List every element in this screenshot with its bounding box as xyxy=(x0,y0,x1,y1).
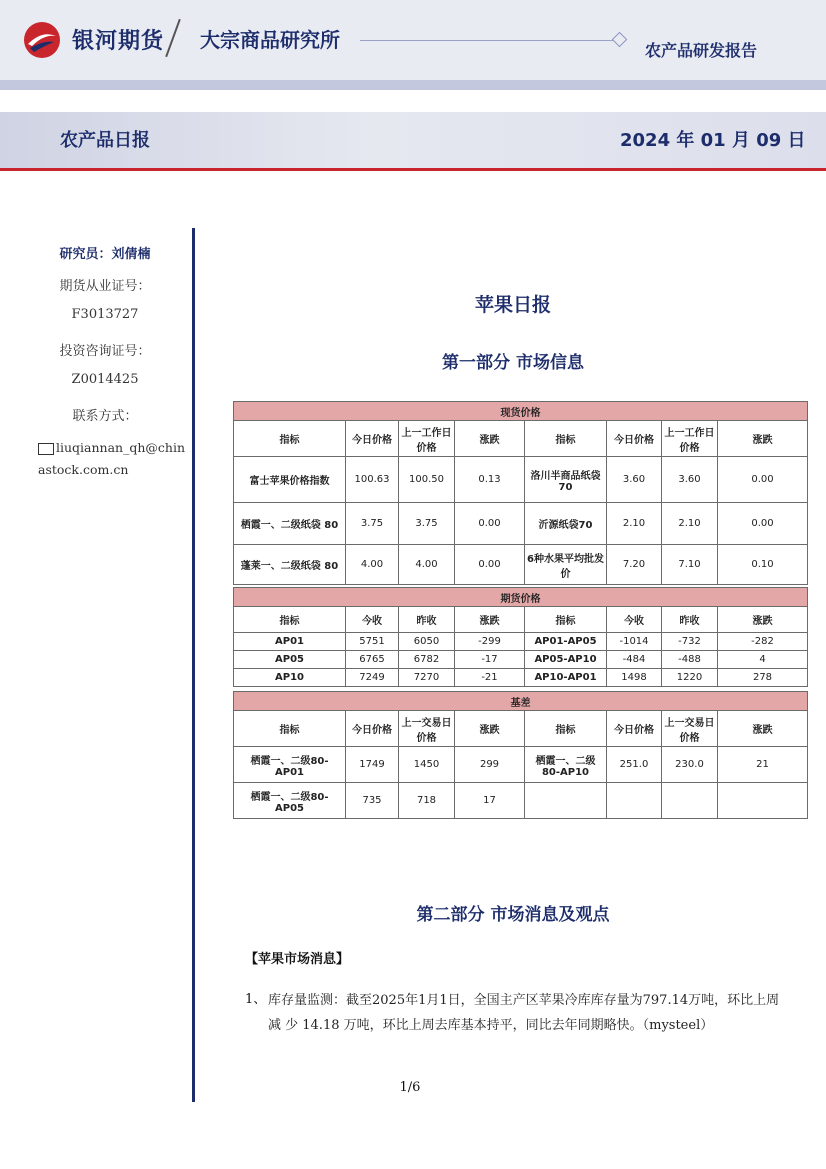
table-header: 指标 xyxy=(525,421,607,457)
table-cell: 4.00 xyxy=(346,545,399,585)
header-line xyxy=(360,40,622,41)
table-cell: 4 xyxy=(718,651,808,669)
table-cell: AP10 xyxy=(234,669,346,687)
table-header: 指标 xyxy=(234,711,346,747)
table-cell: 1749 xyxy=(346,747,399,783)
basis-table xyxy=(233,691,808,819)
table-cell: AP05 xyxy=(234,651,346,669)
table-cell: 7270 xyxy=(399,669,455,687)
table-cell: 3.75 xyxy=(399,503,455,545)
part1-heading: 第一部分 市场信息 xyxy=(442,353,584,373)
table-cell: 21 xyxy=(718,747,808,783)
table-cell: 100.50 xyxy=(399,457,455,503)
table-cell: 富士苹果价格指数 xyxy=(234,457,346,503)
table-cell: 230.0 xyxy=(662,747,718,783)
table-cell: 洛川半商品纸袋70 xyxy=(525,457,607,503)
table-header: 上一工作日价格 xyxy=(399,421,455,457)
contact-label: 联系方式： xyxy=(72,409,138,424)
table-header: 上一交易日价格 xyxy=(662,711,718,747)
news-section-tag: 【苹果市场消息】 xyxy=(245,952,350,967)
table-header: 涨跌 xyxy=(718,607,808,633)
table-cell: 7.10 xyxy=(662,545,718,585)
table-cell: AP01 xyxy=(234,633,346,651)
part2-heading: 第二部分 市场消息及观点 xyxy=(416,905,610,925)
table-cell: 6050 xyxy=(399,633,455,651)
basis-section-title: 基差 xyxy=(234,692,808,711)
table-cell: 1450 xyxy=(399,747,455,783)
table-cell: 6765 xyxy=(346,651,399,669)
table-header: 今日价格 xyxy=(607,421,662,457)
brand-name: 银河期货 xyxy=(72,29,165,54)
table-cell: 299 xyxy=(455,747,525,783)
table-header: 今收 xyxy=(607,607,662,633)
table-cell: 蓬莱一、二级纸袋 80 xyxy=(234,545,346,585)
table-cell: AP05-AP10 xyxy=(525,651,607,669)
table-header: 今日价格 xyxy=(346,421,399,457)
table-cell: -732 xyxy=(662,633,718,651)
table-header: 上一工作日价格 xyxy=(662,421,718,457)
table-cell: 0.00 xyxy=(718,457,808,503)
table-row xyxy=(234,633,808,651)
table-cell: 3.75 xyxy=(346,503,399,545)
table-cell: 100.63 xyxy=(346,457,399,503)
table-cell: 7.20 xyxy=(607,545,662,585)
header-stripe xyxy=(0,80,826,90)
page-number: 1/6 xyxy=(399,1080,421,1095)
table-row xyxy=(234,545,808,585)
table-cell xyxy=(662,783,718,819)
table-cell: -21 xyxy=(455,669,525,687)
table-cell: 沂源纸袋70 xyxy=(525,503,607,545)
table-cell: 0.00 xyxy=(455,545,525,585)
daily-title: 农产品日报 xyxy=(60,130,150,151)
sidebar-divider xyxy=(192,228,195,1102)
futures-price-table xyxy=(233,587,808,687)
table-cell: 0.10 xyxy=(718,545,808,585)
table-cell: 3.60 xyxy=(607,457,662,503)
table-cell: 栖霞一、二级80-AP05 xyxy=(234,783,346,819)
futures-section-title: 期货价格 xyxy=(234,588,808,607)
table-header: 今日价格 xyxy=(607,711,662,747)
table-cell: -484 xyxy=(607,651,662,669)
table-cell: 3.60 xyxy=(662,457,718,503)
table-cell: -1014 xyxy=(607,633,662,651)
table-cell: 735 xyxy=(346,783,399,819)
table-header: 涨跌 xyxy=(455,421,525,457)
table-row xyxy=(234,457,808,503)
table-header: 今日价格 xyxy=(346,711,399,747)
table-cell xyxy=(607,783,662,819)
table-row xyxy=(234,503,808,545)
table-cell: 6782 xyxy=(399,651,455,669)
table-cell: 5751 xyxy=(346,633,399,651)
report-title: 苹果日报 xyxy=(474,294,551,316)
table-cell: 0.00 xyxy=(455,503,525,545)
table-cell: AP01-AP05 xyxy=(525,633,607,651)
table-cell: -17 xyxy=(455,651,525,669)
table-cell: 718 xyxy=(399,783,455,819)
table-header: 昨收 xyxy=(662,607,718,633)
email-icon xyxy=(38,443,54,455)
table-cell: -488 xyxy=(662,651,718,669)
table-cell: AP10-AP01 xyxy=(525,669,607,687)
table-cell: 2.10 xyxy=(607,503,662,545)
table-header: 指标 xyxy=(525,711,607,747)
table-header: 涨跌 xyxy=(718,421,808,457)
researcher-name: 研究员：刘倩楠 xyxy=(59,247,151,262)
contact-email[interactable] xyxy=(38,437,188,481)
table-cell: 0.13 xyxy=(455,457,525,503)
table-header: 指标 xyxy=(234,421,346,457)
table-row xyxy=(234,747,808,783)
table-cell: 4.00 xyxy=(399,545,455,585)
table-cell: -299 xyxy=(455,633,525,651)
institute-name: 大宗商品研究所 xyxy=(200,28,340,52)
news-item-text: 库存量监测：截至2025年1月1日，全国主产区苹果冷库库存量为797.14万吨，环比上周减 少 14.18 万吨，环比上周去库基本持平，同比去年同期略快。（mysteel） xyxy=(268,993,780,1033)
table-cell: 278 xyxy=(718,669,808,687)
table-header: 涨跌 xyxy=(455,607,525,633)
table-cell: 1498 xyxy=(607,669,662,687)
galaxy-logo-icon xyxy=(22,20,62,60)
table-cell: 栖霞一、二级纸袋 80 xyxy=(234,503,346,545)
news-item-number: 1、 xyxy=(245,992,267,1007)
table-cell: 7249 xyxy=(346,669,399,687)
table-cell: -282 xyxy=(718,633,808,651)
table-header: 涨跌 xyxy=(455,711,525,747)
table-header: 昨收 xyxy=(399,607,455,633)
consult-number: Z0014425 xyxy=(71,372,139,387)
table-cell: 0.00 xyxy=(718,503,808,545)
table-cell: 251.0 xyxy=(607,747,662,783)
table-cell: 17 xyxy=(455,783,525,819)
report-type: 农产品研发报告 xyxy=(645,41,758,60)
table-row xyxy=(234,783,808,819)
license-number: F3013727 xyxy=(71,307,139,322)
table-header: 指标 xyxy=(234,607,346,633)
license-label: 期货从业证号： xyxy=(59,279,151,294)
table-header: 指标 xyxy=(525,607,607,633)
table-row xyxy=(234,651,808,669)
header-red-rule xyxy=(0,168,826,171)
spot-price-table xyxy=(233,401,808,585)
table-cell: 2.10 xyxy=(662,503,718,545)
table-header: 今收 xyxy=(346,607,399,633)
consult-label: 投资咨询证号： xyxy=(59,344,151,359)
table-cell: 1220 xyxy=(662,669,718,687)
table-row xyxy=(234,669,808,687)
table-cell xyxy=(718,783,808,819)
spot-section-title: 现货价格 xyxy=(234,402,808,421)
table-header: 涨跌 xyxy=(718,711,808,747)
table-cell: 栖霞一、二级80-AP10 xyxy=(525,747,607,783)
table-cell: 栖霞一、二级80-AP01 xyxy=(234,747,346,783)
email-text[interactable]: liuqiannan_qh@chinastock.com.cn xyxy=(38,440,186,477)
table-cell xyxy=(525,783,607,819)
table-header: 上一交易日价格 xyxy=(399,711,455,747)
table-cell: 6种水果平均批发价 xyxy=(525,545,607,585)
report-date: 2024 年 01 月 09 日 xyxy=(620,130,806,151)
